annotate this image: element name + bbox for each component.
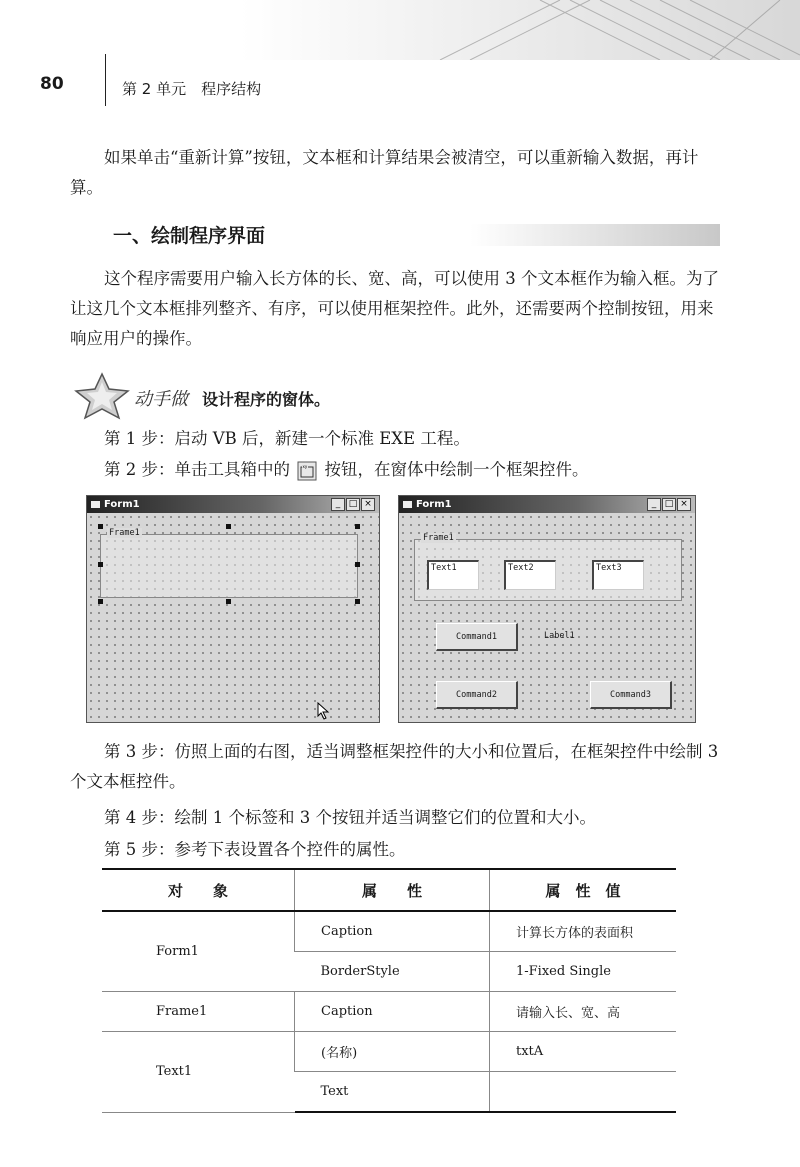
section-heading: 一、绘制程序界面: [113, 225, 266, 247]
form-icon: [91, 501, 100, 508]
cell-property: (名称): [295, 1032, 490, 1072]
command2-button[interactable]: Command2: [436, 681, 518, 709]
command1-button[interactable]: Command1: [436, 623, 518, 651]
textbox-text2[interactable]: Text2: [504, 560, 556, 590]
textbox-text3[interactable]: Text3: [592, 560, 644, 590]
unit-title: 第 2 单元 程序结构: [122, 80, 262, 98]
activity-title: 设计程序的窗体。: [202, 389, 331, 409]
resize-handle[interactable]: [226, 599, 231, 604]
minimize-icon[interactable]: _: [331, 498, 345, 511]
cell-object: Text1: [102, 1032, 295, 1113]
cell-value: txtA: [490, 1032, 677, 1072]
column-header-property: 属 性: [295, 869, 490, 911]
table-row: [102, 992, 676, 1032]
step-4: 第 4 步：绘制 1 个标签和 3 个按钮并适当调整它们的位置和大小。: [104, 808, 596, 827]
cell-property: Caption: [295, 911, 490, 952]
textbox-text1[interactable]: Text1: [427, 560, 479, 590]
maximize-icon[interactable]: □: [346, 498, 360, 511]
star-icon: [72, 372, 132, 424]
resize-handle[interactable]: [98, 599, 103, 604]
frame-tool-icon: [297, 461, 317, 481]
cell-value: 请输入长、宽、高: [490, 992, 677, 1032]
maximize-icon[interactable]: □: [662, 498, 676, 511]
column-header-value: 属 性 值: [490, 869, 677, 911]
frame-control[interactable]: [100, 528, 358, 598]
page-number: 80: [40, 74, 64, 94]
activity-label: 动手做: [134, 389, 188, 410]
form-icon: [403, 501, 412, 508]
label1: Label1: [544, 631, 575, 641]
activity-banner: [72, 372, 330, 424]
resize-handle[interactable]: [355, 599, 360, 604]
form-left-title: Form1: [104, 499, 140, 510]
cell-value: [490, 1072, 677, 1113]
cell-value: 1-Fixed Single: [490, 952, 677, 992]
command3-button[interactable]: Command3: [590, 681, 672, 709]
table-header-row: [102, 869, 676, 911]
intro-paragraph: 如果单击“重新计算”按钮，文本框和计算结果会被清空，可以重新输入数据，再计算。: [70, 148, 699, 197]
step-3: [70, 737, 720, 797]
frame-caption: Frame1: [109, 528, 140, 538]
step-2: [104, 456, 589, 481]
form-right-window: [398, 495, 696, 723]
close-icon[interactable]: ×: [361, 498, 375, 511]
cell-object: Frame1: [102, 992, 295, 1032]
step-3-text: 第 3 步：仿照上面的右图，适当调整框架控件的大小和位置后，在框架控件中绘制 3 个文本框控件。: [70, 742, 719, 791]
window-controls: [647, 498, 691, 511]
cell-object: Form1: [102, 911, 295, 992]
cell-property: Caption: [295, 992, 490, 1032]
svg-text:xy: xy: [302, 463, 308, 469]
resize-handle[interactable]: [98, 562, 103, 567]
mouse-cursor-icon: [317, 702, 331, 723]
resize-handle[interactable]: [226, 524, 231, 529]
form-right-client: [399, 513, 695, 722]
window-controls: [331, 498, 375, 511]
resize-handle[interactable]: [355, 562, 360, 567]
close-icon[interactable]: ×: [677, 498, 691, 511]
frame-control[interactable]: [414, 533, 682, 601]
cell-property: BorderStyle: [295, 952, 490, 992]
properties-table: [102, 868, 676, 1113]
header-decoration: [240, 0, 800, 60]
table-row: [102, 1032, 676, 1072]
frame-caption: Frame1: [423, 533, 454, 543]
step-2-text-after: 按钮，在窗体中绘制一个框架控件。: [324, 460, 589, 479]
resize-handle[interactable]: [355, 524, 360, 529]
step-5: 第 5 步：参考下表设置各个控件的属性。: [104, 840, 406, 859]
resize-handle[interactable]: [98, 524, 103, 529]
table-row: [102, 911, 676, 952]
cell-property: Text: [295, 1072, 490, 1113]
form-left-client: [87, 513, 379, 722]
step-1: 第 1 步：启动 VB 后，新建一个标准 EXE 工程。: [104, 429, 470, 448]
header-divider: [105, 54, 106, 106]
form-left-window: [86, 495, 380, 723]
section-body: 这个程序需要用户输入长方体的长、宽、高，可以使用 3 个文本框作为输入框。为了让这几个文本框排列整齐、有序，可以使用框架控件。此外，还需要两个控制按钮，用来响应用户的操作。: [70, 269, 719, 348]
cell-value: 计算长方体的表面积: [490, 911, 677, 952]
step-2-text-before: 第 2 步：单击工具箱中的: [104, 460, 290, 479]
column-header-object: 对 象: [102, 869, 295, 911]
heading-decoration: [470, 224, 720, 246]
form-right-title: Form1: [416, 499, 452, 510]
minimize-icon[interactable]: _: [647, 498, 661, 511]
